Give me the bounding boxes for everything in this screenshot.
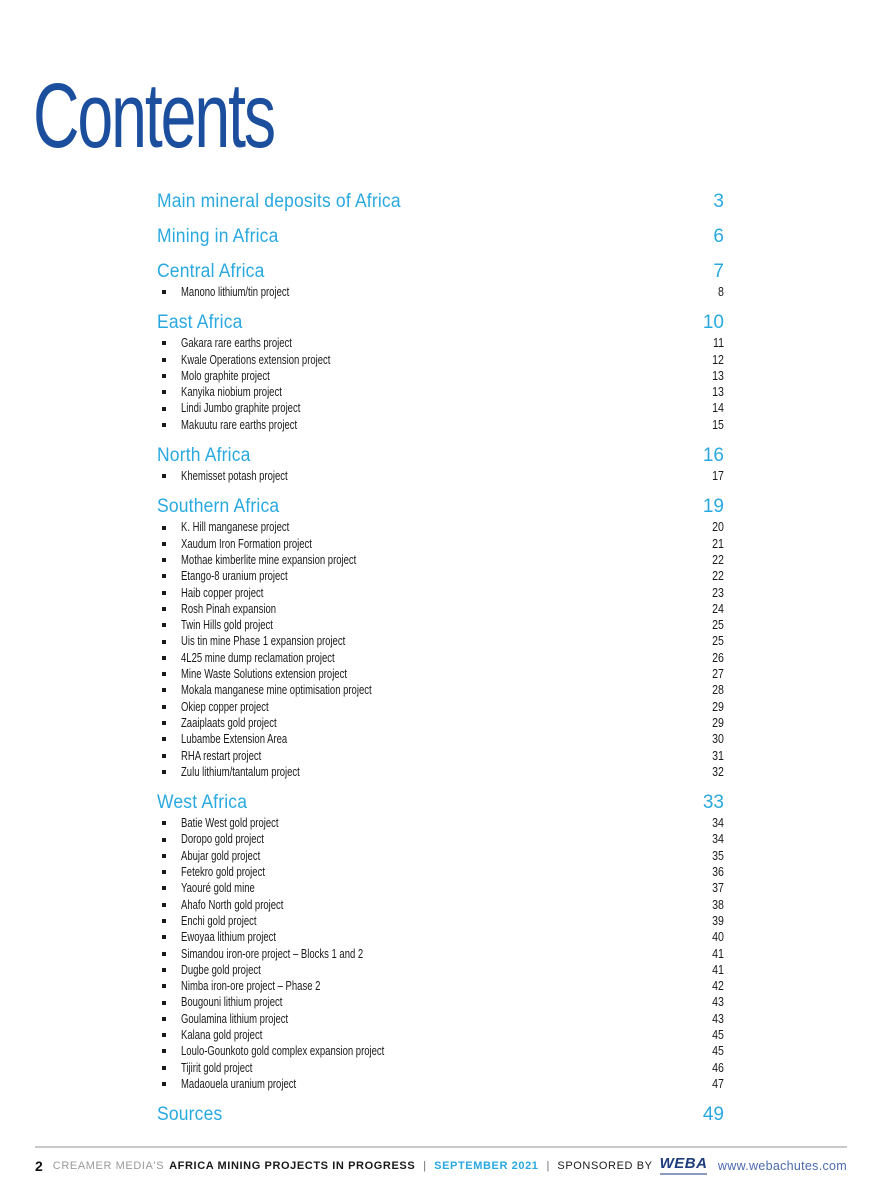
toc-item-tijirit-gold-project[interactable] [157,1060,724,1076]
bullet-icon [162,390,166,394]
bullet-icon [162,672,166,676]
toc-item-page-number: 22 [712,569,724,584]
bullet-icon [162,1033,166,1037]
bullet-icon [162,721,166,725]
toc-item-page-number: 28 [712,683,724,698]
toc-item-zaaiplaats-gold-project[interactable] [157,715,724,731]
bullet-icon [162,574,166,578]
toc-item-label: Manono lithium/tin project [181,285,290,299]
bullet-icon [162,984,166,988]
toc-item-page-number: 31 [712,748,724,763]
toc-item-page-number: 30 [712,732,724,747]
bullet-icon [162,770,166,774]
toc-item-batie-west-gold-project[interactable] [157,815,724,831]
bullet-icon [162,903,166,907]
toc-item-molo-graphite-project[interactable] [157,368,724,384]
toc-heading-label: North Africa [157,445,251,467]
bullet-icon [162,1049,166,1053]
toc-item-label: Uis tin mine Phase 1 expansion project [181,634,346,649]
toc-heading-north-africa[interactable] [157,444,724,468]
toc-heading-label: Central Africa [157,261,265,282]
bullet-icon [162,935,166,939]
toc-item-xaudum-iron-formation-project[interactable] [157,536,724,552]
toc-heading-page-number: 19 [702,496,724,518]
website-link[interactable]: www.webachutes.com [717,1158,847,1173]
toc-heading-southern-africa[interactable] [157,495,724,519]
toc-item-4l25-mine-dump-reclamation-project[interactable] [157,650,724,666]
bullet-icon [162,705,166,709]
toc-item-mokala-manganese-mine-optimisation-project[interactable] [157,682,724,698]
toc-item-label: Zaaiplaats gold project [181,715,277,730]
toc-item-label: 4L25 mine dump reclamation project [181,650,335,665]
bullet-icon [162,838,166,842]
toc-item-page-number: 27 [712,667,724,682]
toc-item-doropo-gold-project[interactable] [157,831,724,847]
toc-item-simandou-iron-ore-project-blocks-1-and-2[interactable] [157,946,724,962]
toc-item-kwale-operations-extension-project[interactable] [157,352,724,368]
toc-item-label: Simandou iron-ore project – Blocks 1 and 2 [181,946,364,961]
toc-item-label: Kanyika niobium project [181,385,282,400]
toc-item-page-number: 25 [712,618,724,633]
toc-item-goulamina-lithium-project[interactable] [157,1011,724,1027]
bullet-icon [162,423,166,427]
toc-heading-label: Sources [157,1104,223,1126]
bullet-icon [162,640,166,644]
bullet-icon [162,656,166,660]
toc-item-label: Haib copper project [181,585,264,600]
toc-heading-main-mineral-deposits-of-africa[interactable] [157,190,724,214]
toc-item-label: Lubambe Extension Area [181,732,288,747]
toc-item-zulu-lithium-tantalum-project[interactable] [157,764,724,780]
toc-heading-page-number: 16 [702,445,724,467]
toc-section-central-africa [157,260,724,300]
bullet-icon [162,1001,166,1005]
page-footer [35,1146,847,1175]
page-title: Contents [33,65,274,167]
toc-item-kalana-gold-project[interactable] [157,1027,724,1043]
toc-item-page-number: 45 [712,1044,724,1059]
publisher-name: CREAMER MEDIA'S [52,1159,165,1172]
toc-heading-page-number: 7 [713,261,724,282]
bullet-icon [162,1082,166,1086]
toc-item-label: Xaudum Iron Formation project [181,536,312,551]
toc-item-bougouni-lithium-project[interactable] [157,994,724,1010]
toc-heading-label: Mining in Africa [157,226,279,247]
bullet-icon [162,1066,166,1070]
bullet-icon [162,952,166,956]
toc-item-label: Nimba iron-ore project – Phase 2 [181,979,321,994]
toc-item-page-number: 26 [712,650,724,665]
toc-item-page-number: 20 [712,520,724,535]
toc-item-lubambe-extension-area[interactable] [157,731,724,747]
toc-item-page-number: 36 [712,865,724,880]
bullet-icon [162,688,166,692]
toc-section-southern-africa [157,495,724,780]
bullet-icon [162,542,166,546]
toc-heading-west-africa[interactable] [157,791,724,815]
toc-item-enchi-gold-project[interactable] [157,913,724,929]
toc-item-label: Madaouela uranium project [181,1076,297,1091]
bullet-icon [162,1017,166,1021]
toc-item-label: Makuutu rare earths project [181,417,298,432]
toc-item-page-number: 29 [712,699,724,714]
toc-heading-central-africa[interactable] [157,260,724,284]
toc-item-rosh-pinah-expansion[interactable] [157,601,724,617]
toc-item-page-number: 22 [712,552,724,567]
toc-item-label: Loulo-Gounkoto gold complex expansion project [181,1044,385,1059]
toc-item-label: Okiep copper project [181,699,269,714]
page-number: 2 [35,1157,43,1174]
toc-heading-page-number: 33 [702,792,724,814]
publication-date: SEPTEMBER 2021 [434,1159,539,1172]
sponsored-by-label: SPONSORED BY [557,1159,653,1172]
toc-item-page-number: 13 [712,385,724,400]
bullet-icon [162,407,166,411]
toc-heading-page-number: 3 [713,191,724,212]
toc-item-mothae-kimberlite-mine-expansion-project[interactable] [157,552,724,568]
bullet-icon [162,341,166,345]
bullet-icon [162,607,166,611]
toc-item-label: Mokala manganese mine optimisation project [181,683,372,698]
toc-item-etango-8-uranium-project[interactable] [157,568,724,584]
bullet-icon [162,737,166,741]
toc-item-label: Mothae kimberlite mine expansion project [181,552,357,567]
toc-item-twin-hills-gold-project[interactable] [157,617,724,633]
toc-item-page-number: 40 [712,930,724,945]
toc-item-label: Yaouré gold mine [181,881,255,896]
toc-item-kanyika-niobium-project[interactable] [157,384,724,400]
toc-heading-page-number: 49 [702,1104,724,1126]
toc-item-mine-waste-solutions-extension-project[interactable] [157,666,724,682]
toc-section-north-africa [157,444,724,484]
toc-item-label: Gakara rare earths project [181,336,292,351]
bullet-icon [162,358,166,362]
toc-item-label: Batie West gold project [181,816,279,831]
bullet-icon [162,474,166,478]
toc-item-page-number: 45 [712,1027,724,1042]
toc-item-page-number: 32 [712,764,724,779]
toc-item-page-number: 34 [712,832,724,847]
weba-logo-tagline-bar [660,1173,708,1175]
toc-item-page-number: 13 [712,368,724,383]
toc-heading-label: Main mineral deposits of Africa [157,191,401,212]
toc-item-khemisset-potash-project[interactable] [157,468,724,484]
toc-item-page-number: 43 [712,1011,724,1026]
toc-item-page-number: 39 [712,913,724,928]
toc-item-label: Molo graphite project [181,368,270,383]
toc-item-uis-tin-mine-phase-1-expansion-project[interactable] [157,633,724,649]
toc-item-label: Kwale Operations extension project [181,352,331,367]
toc-item-page-number: 15 [712,417,724,432]
bullet-icon [162,886,166,890]
toc-item-makuutu-rare-earths-project[interactable] [157,417,724,433]
footer-publication-info [35,1156,707,1175]
toc-item-page-number: 41 [712,946,724,961]
toc-section-east-africa [157,311,724,433]
bullet-icon [162,374,166,378]
toc-item-k-hill-manganese-project[interactable] [157,519,724,535]
toc-item-page-number: 24 [712,601,724,616]
toc-item-lindi-jumbo-graphite-project[interactable] [157,400,724,416]
toc-item-label: Rosh Pinah expansion [181,601,277,616]
toc-item-label: Ahafo North gold project [181,897,284,912]
toc-item-label: Dugbe gold project [181,962,261,977]
toc-item-dugbe-gold-project[interactable] [157,962,724,978]
toc-item-label: Khemisset potash project [181,469,288,484]
toc-item-page-number: 35 [712,848,724,863]
toc-item-page-number: 14 [712,401,724,416]
toc-item-label: Bougouni lithium project [181,995,283,1010]
toc-item-okiep-copper-project[interactable] [157,699,724,715]
toc-item-label: Mine Waste Solutions extension project [181,667,347,682]
toc-item-label: Etango-8 uranium project [181,569,288,584]
toc-item-label: Ewoyaa lithium project [181,930,277,945]
toc-heading-page-number: 10 [702,312,724,334]
toc-item-label: Enchi gold project [181,913,257,928]
toc-item-page-number: 23 [712,585,724,600]
toc-section-main-mineral-deposits-of-africa [157,190,724,214]
toc-item-label: K. Hill manganese project [181,520,290,535]
bullet-icon [162,591,166,595]
toc-item-label: Doropo gold project [181,832,264,847]
bullet-icon [162,919,166,923]
toc-item-page-number: 37 [712,881,724,896]
toc-heading-east-africa[interactable] [157,311,724,335]
bullet-icon [162,968,166,972]
footer-separator: | [546,1159,550,1172]
toc-item-page-number: 29 [712,715,724,730]
toc-item-ewoyaa-lithium-project[interactable] [157,929,724,945]
toc-item-page-number: 12 [712,352,724,367]
toc-item-label: Lindi Jumbo graphite project [181,401,301,416]
toc-item-label: Fetekro gold project [181,865,265,880]
publication-title: AFRICA MINING PROJECTS IN PROGRESS [169,1159,416,1172]
toc-item-fetekro-gold-project[interactable] [157,864,724,880]
bullet-icon [162,526,166,530]
toc-heading-mining-in-africa[interactable] [157,225,724,249]
bullet-icon [162,558,166,562]
toc-item-loulo-gounkoto-gold-complex-expansion-project[interactable] [157,1043,724,1059]
toc-section-west-africa [157,791,724,1092]
toc-heading-label: East Africa [157,312,243,334]
toc-item-label: RHA restart project [181,748,262,763]
toc-item-label: Twin Hills gold project [181,618,273,633]
toc-heading-label: West Africa [157,792,248,814]
footer-separator: | [423,1159,427,1172]
toc-item-label: Kalana gold project [181,1027,263,1042]
toc-item-page-number: 38 [712,897,724,912]
toc-item-page-number: 42 [712,979,724,994]
toc-item-label: Goulamina lithium project [181,1011,289,1026]
toc-item-label: Tijirit gold project [181,1060,253,1075]
toc-section-mining-in-africa [157,225,724,249]
bullet-icon [162,821,166,825]
toc-item-nimba-iron-ore-project-phase-2[interactable] [157,978,724,994]
toc-item-gakara-rare-earths-project[interactable] [157,335,724,351]
toc-item-madaouela-uranium-project[interactable] [157,1076,724,1092]
bullet-icon [162,290,166,294]
toc-item-page-number: 47 [712,1076,724,1091]
toc-item-yaour-gold-mine[interactable] [157,880,724,896]
toc-heading-label: Southern Africa [157,496,280,518]
toc-item-rha-restart-project[interactable] [157,748,724,764]
toc-item-haib-copper-project[interactable] [157,585,724,601]
toc-section-sources [157,1103,724,1127]
toc-item-page-number: 11 [712,336,724,351]
bullet-icon [162,870,166,874]
toc-item-manono-lithium-tin-project[interactable] [157,284,724,300]
toc-item-ahafo-north-gold-project[interactable] [157,897,724,913]
footer-divider [35,1146,847,1148]
toc-item-abujar-gold-project[interactable] [157,848,724,864]
toc-item-page-number: 41 [712,962,724,977]
toc-heading-sources[interactable] [157,1103,724,1127]
toc-item-page-number: 8 [718,285,724,299]
toc-item-page-number: 34 [712,816,724,831]
toc-item-page-number: 21 [712,536,724,551]
bullet-icon [162,754,166,758]
weba-logo-text: WEBA [659,1155,708,1172]
toc-item-page-number: 46 [712,1060,724,1075]
toc-heading-page-number: 6 [713,226,724,247]
toc-item-page-number: 25 [712,634,724,649]
weba-sponsor-logo [660,1156,708,1175]
toc-item-label: Zulu lithium/tantalum project [181,764,300,779]
toc-item-page-number: 43 [712,995,724,1010]
bullet-icon [162,854,166,858]
toc-item-page-number: 17 [712,469,724,484]
table-of-contents [157,190,724,1138]
bullet-icon [162,623,166,627]
toc-item-label: Abujar gold project [181,848,261,863]
